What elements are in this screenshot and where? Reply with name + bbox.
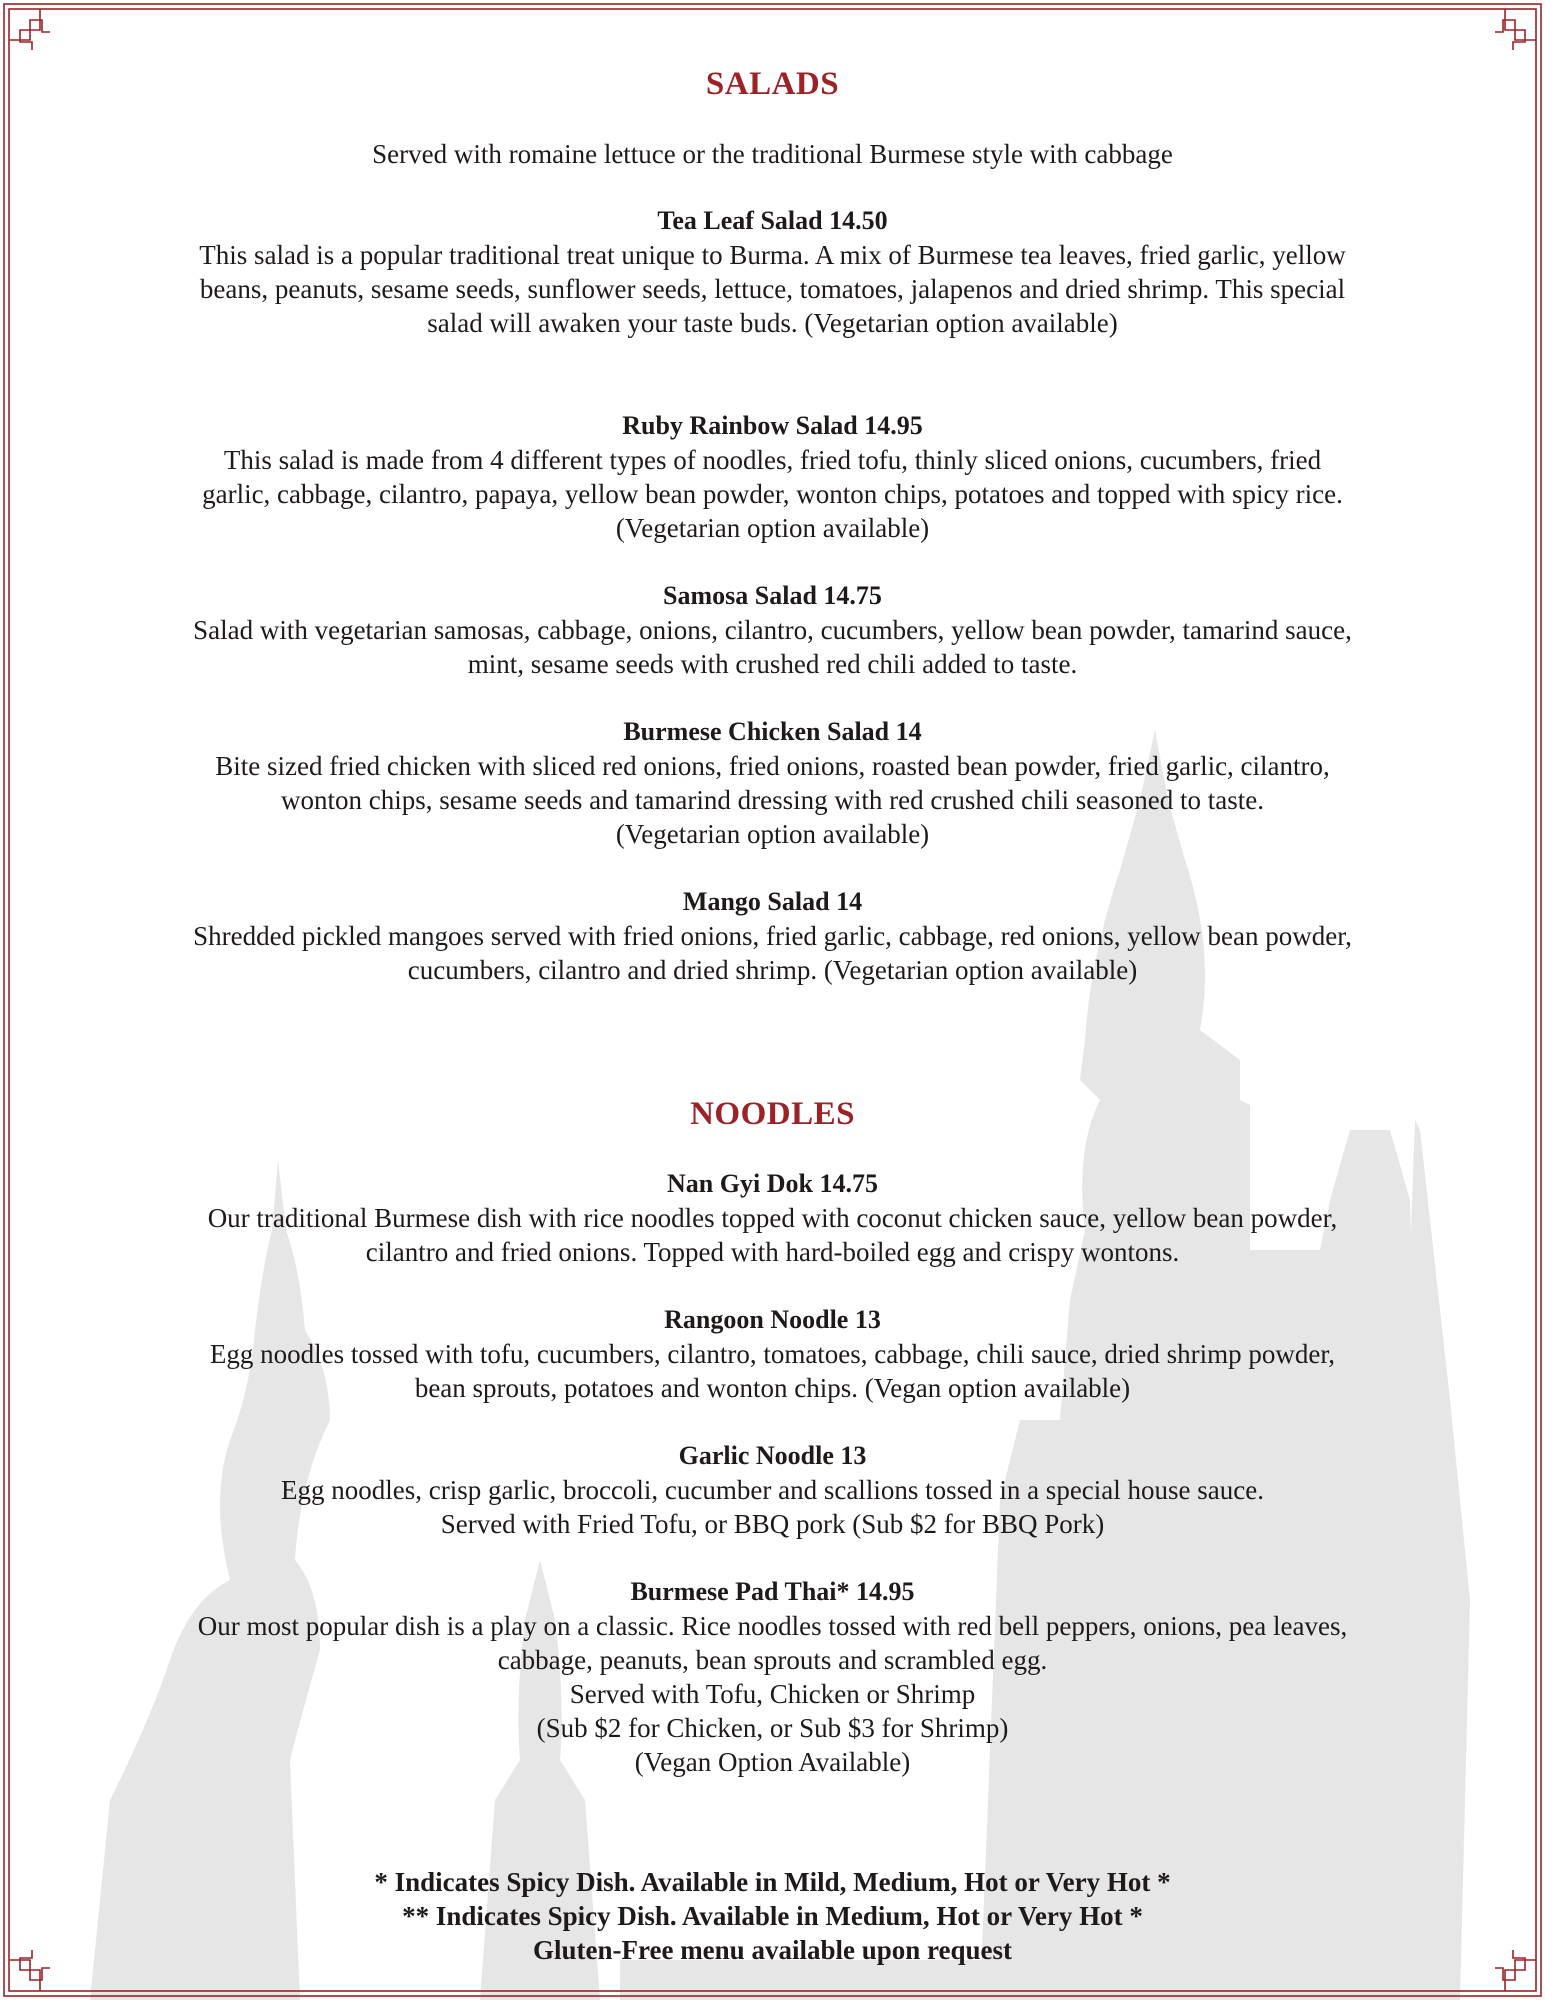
item-description — [60, 613, 1485, 681]
menu-footer-notes — [60, 1865, 1485, 1967]
description-line: mint, sesame seeds with crushed red chili added to taste. — [467, 649, 1078, 679]
description-line: cabbage, peanuts, bean sprouts and scrambled egg. — [497, 1645, 1048, 1675]
description-line: (Vegan Option Available) — [634, 1747, 911, 1777]
item-name: Garlic Noodle 13 — [678, 1441, 867, 1470]
menu-item-ruby-rainbow-salad — [60, 409, 1485, 545]
description-line: cilantro and fried onions. Topped with hard-boiled egg and crispy wontons. — [365, 1237, 1180, 1267]
item-description — [60, 1337, 1485, 1405]
salads-heading: SALADS — [705, 66, 840, 102]
description-line: bean sprouts, potatoes and wonton chips. (Vegan option available) — [414, 1373, 1131, 1403]
description-line: (Sub $2 for Chicken, or Sub $3 for Shrimp) — [536, 1713, 1009, 1743]
menu-item-nan-gyi-dok — [60, 1167, 1485, 1269]
item-description — [60, 443, 1485, 545]
menu-item-mango-salad — [60, 885, 1485, 987]
description-line: Egg noodles, crisp garlic, broccoli, cucumber and scallions tossed in a special house sauce. — [281, 1475, 1264, 1505]
item-description — [60, 1473, 1485, 1541]
description-line: Served with Tofu, Chicken or Shrimp — [569, 1679, 976, 1709]
item-description — [60, 238, 1485, 340]
description-line: salad will awaken your taste buds. (Vegetarian option available) — [427, 308, 1118, 338]
item-description — [60, 1201, 1485, 1269]
description-line: Egg noodles tossed with tofu, cucumbers, cilantro, tomatoes, cabbage, chili sauce, dried shrimp powder, — [209, 1339, 1336, 1369]
extra-spicy-note: ** Indicates Spicy Dish. Available in Medium, Hot or Very Hot * — [402, 1901, 1143, 1931]
description-line: Our traditional Burmese dish with rice noodles topped with coconut chicken sauce, yellow bean powder, — [207, 1203, 1338, 1233]
menu-item-samosa-salad — [60, 579, 1485, 681]
description-line: wonton chips, sesame seeds and tamarind dressing with red crushed chili seasoned to taste. — [280, 785, 1264, 815]
description-line: Served with Fried Tofu, or BBQ pork (Sub $2 for BBQ Pork) — [440, 1509, 1105, 1539]
gluten-free-note: Gluten-Free menu available upon request — [532, 1935, 1012, 1965]
item-name: Mango Salad 14 — [682, 887, 863, 916]
salads-intro: Served with romaine lettuce or the traditional Burmese style with cabbage — [372, 139, 1173, 169]
item-name: Samosa Salad 14.75 — [663, 581, 882, 610]
noodles-heading: NOODLES — [690, 1096, 855, 1132]
menu-item-garlic-noodle — [60, 1439, 1485, 1541]
description-line: garlic, cabbage, cilantro, papaya, yellow bean powder, wonton chips, potatoes and topped with spicy rice. — [202, 479, 1343, 509]
item-name: Rangoon Noodle 13 — [664, 1305, 881, 1334]
description-line: Bite sized fried chicken with sliced red onions, fried onions, roasted bean powder, fried garlic, cilantro, — [215, 751, 1330, 781]
menu-item-rangoon-noodle — [60, 1303, 1485, 1405]
description-line: (Vegetarian option available) — [615, 513, 930, 543]
description-line: Shredded pickled mangoes served with fried onions, fried garlic, cabbage, red onions, yellow bean powder, — [193, 921, 1352, 951]
item-name: Ruby Rainbow Salad 14.95 — [622, 411, 923, 440]
spicy-note: * Indicates Spicy Dish. Available in Mild, Medium, Hot or Very Hot * — [374, 1867, 1171, 1897]
item-name: Burmese Pad Thai* 14.95 — [630, 1577, 915, 1606]
item-name: Burmese Chicken Salad 14 — [623, 717, 922, 746]
menu-item-burmese-chicken-salad — [60, 715, 1485, 851]
description-line: This salad is a popular traditional treat unique to Burma. A mix of Burmese tea leaves, fried garlic, yellow — [199, 240, 1346, 270]
menu-item-tea-leaf-salad — [60, 204, 1485, 340]
description-line: Our most popular dish is a play on a classic. Rice noodles tossed with red bell peppers, onions, pea leaves, — [197, 1611, 1348, 1641]
item-name: Nan Gyi Dok 14.75 — [667, 1169, 878, 1198]
description-line: This salad is made from 4 different types of noodles, fried tofu, thinly sliced onions, cucumbers, fried — [223, 445, 1322, 475]
description-line: beans, peanuts, sesame seeds, sunflower seeds, lettuce, tomatoes, jalapenos and dried shrimp. This special — [199, 274, 1346, 304]
item-description — [60, 919, 1485, 987]
item-description — [60, 1609, 1485, 1779]
item-name: Tea Leaf Salad 14.50 — [657, 206, 888, 235]
menu-item-burmese-pad-thai — [60, 1575, 1485, 1779]
description-line: (Vegetarian option available) — [615, 819, 930, 849]
item-description — [60, 749, 1485, 851]
description-line: cucumbers, cilantro and dried shrimp. (Vegetarian option available) — [407, 955, 1138, 985]
description-line: Salad with vegetarian samosas, cabbage, onions, cilantro, cucumbers, yellow bean powder, tamarind sauce, — [193, 615, 1352, 645]
